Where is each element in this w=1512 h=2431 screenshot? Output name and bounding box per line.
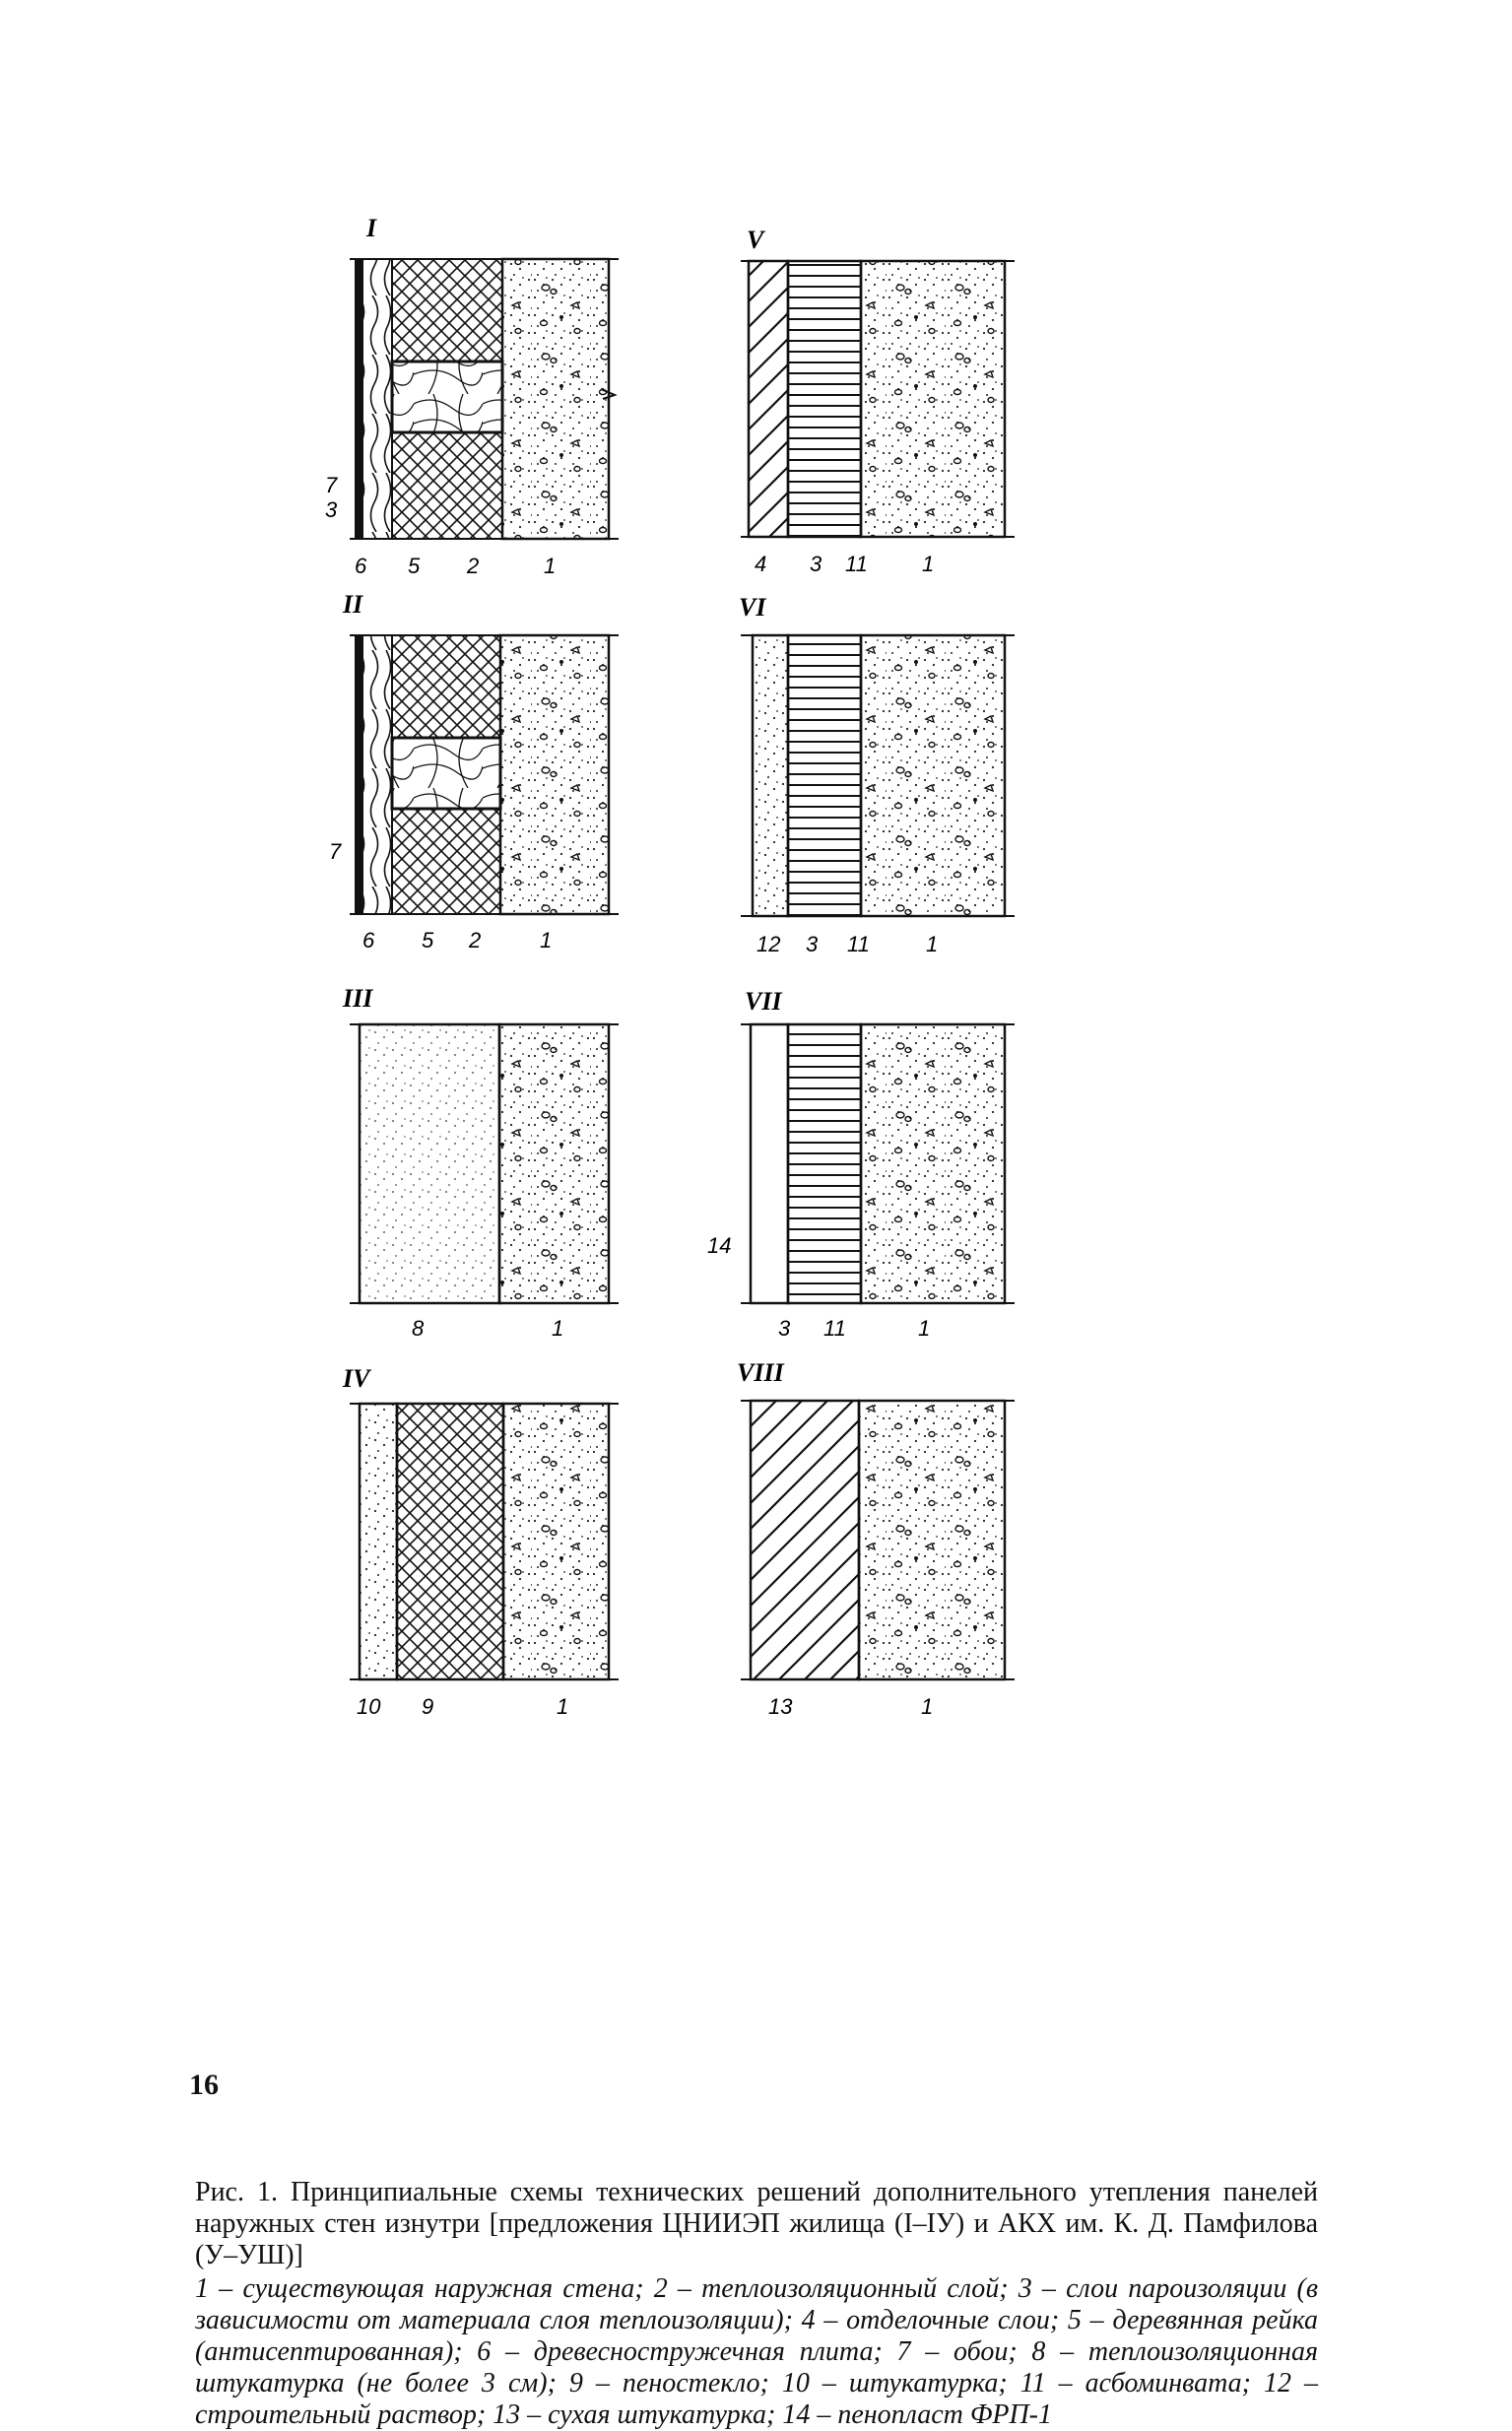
layer-number-label: 3: [810, 552, 822, 576]
layer-number-label: 3: [325, 497, 338, 522]
figure-caption: [195, 2177, 1318, 2431]
layer-number-label: 11: [847, 932, 870, 956]
caption-legend: 1 – существующая наружная стена; 2 – теплоизоляционный слой; 3 – слои пароизоляции (в зависимости от материала слоя теплоизоляции); 4 – отделочные слои; 5 – деревянная рейка (антисептированная); 6 – древесностружечная плита; 7 – обои; 8 – теплоизоляционная штукатурка (не более 3 см); 9 – пеностекло; 10 – штукатурка; 11 – асбоминвата; 12 – строительный раствор; 13 – сухая штукатурка; 14 – пенопласт ФРП-1: [195, 2273, 1318, 2430]
panel-IV: [342, 1364, 619, 1719]
page-number: 16: [189, 2069, 219, 2101]
layer-number-label: 1: [918, 1316, 931, 1341]
layer-number-label: 1: [540, 928, 553, 953]
panel-VIII: [737, 1358, 1015, 1719]
layer-number-label: 1: [921, 1694, 934, 1719]
caption-title: Рис. 1. Принципиальные схемы технических решений дополнительного утепления панелей наружных стен изнутри [предложения ЦНИИЭП жилища (I–IУ) и АКХ им. К. Д. Памфилова (У–УШ)]: [195, 2177, 1318, 2270]
layer-number-label: 11: [823, 1316, 846, 1341]
layer-number-label: 14: [707, 1233, 732, 1258]
layer-number-label: 9: [422, 1694, 434, 1719]
panel-roman: VIII: [737, 1358, 784, 1387]
layer-number-label: 7: [325, 473, 338, 497]
layer-number-label: 6: [355, 554, 367, 578]
panel-roman: II: [343, 590, 363, 619]
layer-number-label: 1: [552, 1316, 564, 1341]
layer-number-label: 4: [755, 552, 767, 576]
layer-number-label: 1: [544, 554, 557, 578]
layer-number-label: 3: [806, 932, 819, 956]
panel-roman: III: [343, 984, 373, 1013]
panel-V: [741, 226, 1015, 576]
layer-number-label: 3: [778, 1316, 791, 1341]
layer-number-label: 10: [357, 1694, 381, 1719]
layer-number-label: 6: [362, 928, 375, 953]
layer-number-label: 5: [408, 554, 421, 578]
panel-I: [325, 214, 619, 578]
layer-number-label: 1: [922, 552, 935, 576]
panel-roman: VII: [745, 987, 782, 1016]
panel-roman: IV: [343, 1364, 370, 1393]
layer-number-label: 5: [422, 928, 434, 953]
panel-II: [329, 590, 619, 953]
layer-number-label: 1: [926, 932, 939, 956]
layer-number-label: 1: [557, 1694, 569, 1719]
layer-number-label: 8: [412, 1316, 425, 1341]
panel-roman: VI: [739, 593, 766, 622]
layer-number-label: 7: [329, 839, 342, 864]
panel-roman: V: [747, 226, 764, 254]
panel-III: [342, 984, 619, 1341]
panel-roman: I: [366, 214, 377, 242]
panel-VI: [739, 593, 1015, 956]
layer-number-label: 2: [467, 554, 480, 578]
layer-number-label: 11: [845, 552, 868, 576]
panel-VII: [707, 987, 1015, 1341]
layer-number-label: 13: [768, 1694, 793, 1719]
layer-number-label: 2: [469, 928, 482, 953]
layer-number-label: 12: [756, 932, 781, 956]
